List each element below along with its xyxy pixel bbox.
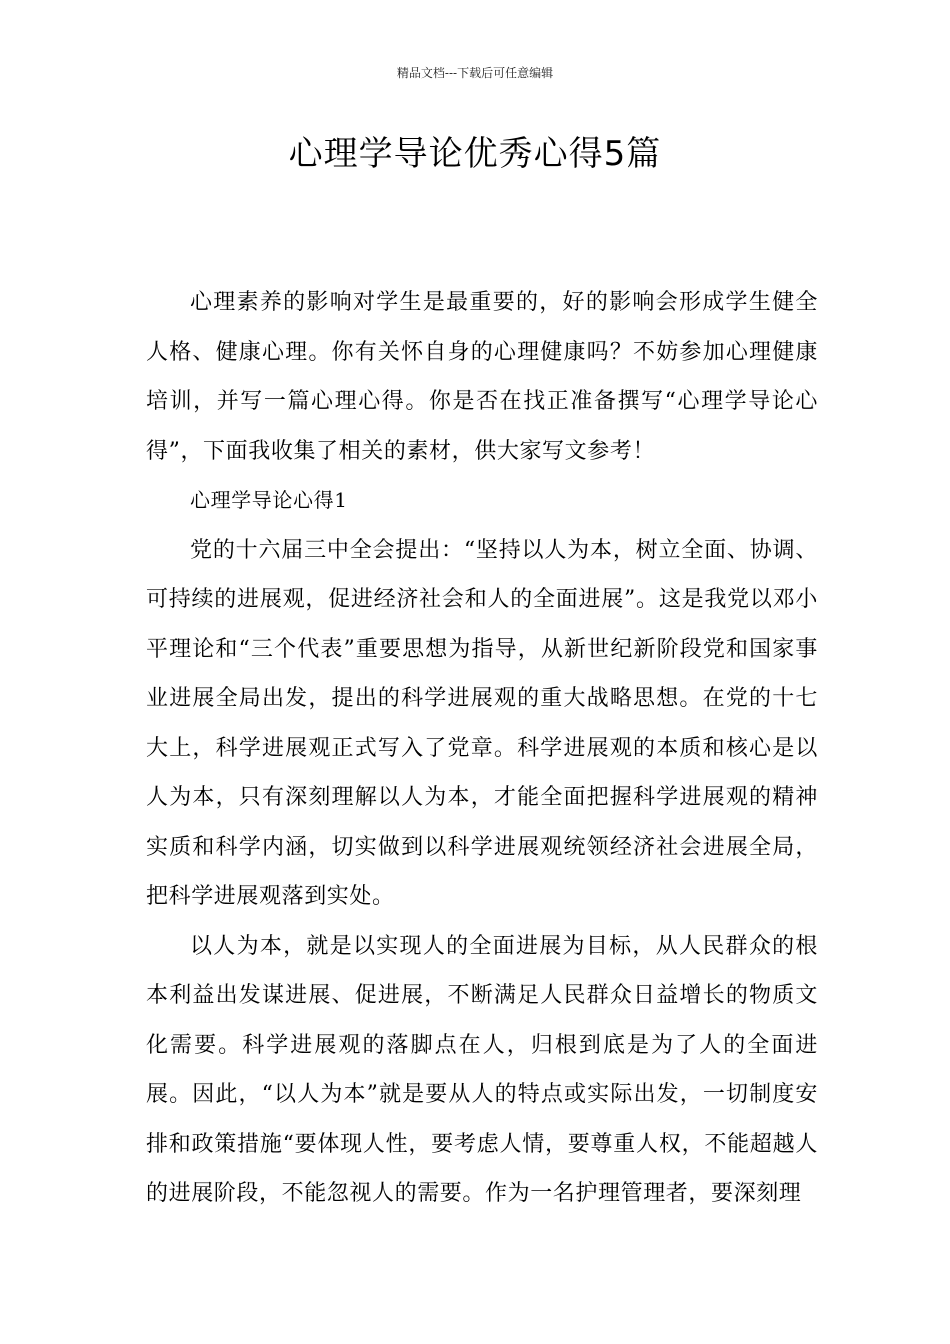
page-title: 心理学导论优秀心得5篇 [288, 134, 662, 174]
document-body [146, 278, 818, 1219]
section-heading: 心理学导论心得1 [190, 488, 348, 512]
intro-paragraph: 心理素养的影响对学生是最重要的，好的影响会形成学生健全人格、健康心理。你有关怀自身的心理健康吗？不妨参加心理健康培训，并写一篇心理心得。你是否在找正准备撰写“心理学导论心得”，下面我收集了相关的素材，供大家写文参考！ [146, 290, 818, 464]
body-paragraph: 以人为本，就是以实现人的全面进展为目标，从人民群众的根本利益出发谋进展、促进展，不断满足人民群众日益增长的物质文化需要。科学进展观的落脚点在人，归根到底是为了人的全面进展。因此，“以人为本”就是要从人的特点或实际出发，一切制度安排和政策措施“要体现人性，要考虑人情，要尊重人权，不能超越人的进展阶段，不能忽视人的需要。作为一名护理管理者，要深刻理 [146, 933, 818, 1206]
body-paragraph: 党的十六届三中全会提出：“坚持以人为本，树立全面、协调、可持续的进展观，促进经济社会和人的全面进展”。这是我党以邓小平理论和“三个代表”重要思想为指导，从新世纪新阶段党和国家事业进展全局出发，提出的科学进展观的重大战略思想。在党的十七大上，科学进展观正式写入了党章。科学进展观的本质和核心是以人为本，只有深刻理解以人为本，才能全面把握科学进展观的精神实质和科学内涵，切实做到以科学进展观统领经济社会进展全局，把科学进展观落到实处。 [146, 537, 818, 909]
header-note: 精品文档---下载后可任意编辑 [396, 66, 554, 80]
